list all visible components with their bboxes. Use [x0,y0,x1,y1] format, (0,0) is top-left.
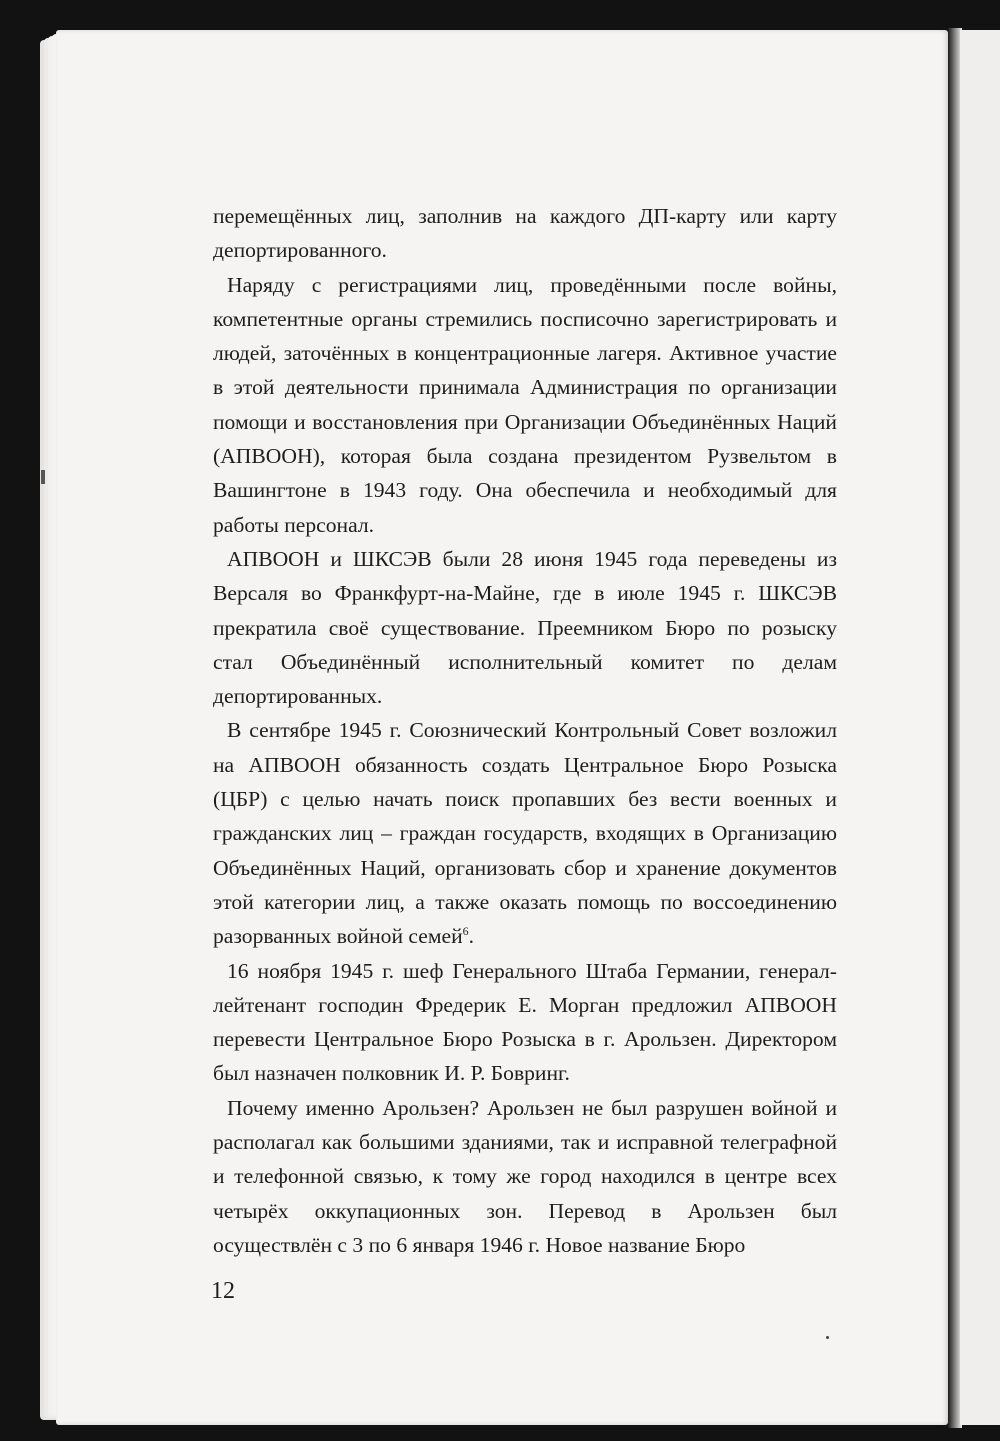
binding-mark [41,470,45,484]
paragraph-4-text: В сентябре 1945 г. Союзнический Контрольный Совет возложил на АПВООН обязанность создать Центральное Бюро Розыска (ЦБР) с целью начать поиск пропавших без вести военных и гражданских лиц – граждан государств, входящих в Организацию Объединённых Наций, организовать сбор и хранение документов этой категории лиц, а также оказать помощь по воссоединению разорванных войной семей [213,718,837,949]
page-body [213,199,837,1262]
paragraph-4 [213,713,837,953]
paragraph-6: Почему именно Арользен? Арользен не был разрушен войной и располагал как большими зданиями, так и исправной телеграфной и телефонной связью, к тому же город находился в центре всех четырёх оккупационных зон. Перевод в Арользен был осуществлён с 3 по 6 января 1946 г. Новое название Бюро [213,1095,837,1257]
paragraph-1: перемещённых лиц, заполнив на каждого ДП-карту или карту депортированного. [213,204,837,263]
footnote-marker: 6 [462,924,469,939]
paragraph-3: АПВООН и ШКСЭВ были 28 июня 1945 года переведены из Версаля во Франкфурт-на-Майне, где в июле 1945 г. ШКСЭВ прекратила своё существование. Преемником Бюро по розыску стал Объединённый исполнительный комитет по делам депортированных. [213,546,837,709]
next-page-edge [960,30,1000,1425]
paragraph-5: 16 ноября 1945 г. шеф Генерального Штаба Германии, генерал-лейтенант господин Фредерик Е. Морган предложил АПВООН перевести Центральное Бюро Розыска в г. Арользен. Директором был назначен полковник И. Р. Бовринг. [213,958,837,1086]
page-number: 12 [211,1278,235,1304]
paragraph-2: Наряду с регистрациями лиц, проведёнными после войны, компетентные органы стремились посписочно зарегистрировать и людей, заточённых в концентрационные лагеря. Активное участие в этой деятельности принимала Администрация по организации помощи и восстановления при Организации Объединённых Наций (АПВООН), которая была создана президентом Рузвельтом в Вашингтоне в 1943 году. Она обеспечила и необходимый для работы персонал. [213,272,837,537]
scan-speck [826,1336,829,1339]
paragraph-4-end: . [468,924,475,949]
